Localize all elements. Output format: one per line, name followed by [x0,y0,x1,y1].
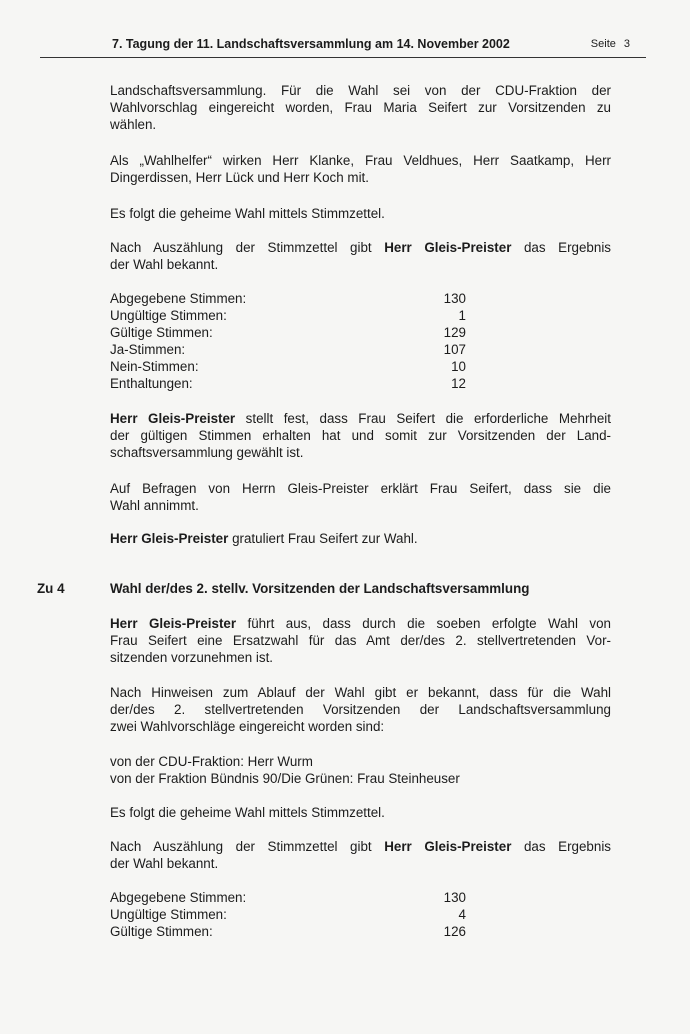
text-line: der Wahl bekannt. [110,856,219,871]
result-row [110,890,466,907]
paragraph-replacement-election [110,615,611,666]
page-label: Seite [590,38,616,50]
text-fragment: stellt fest, dass Frau Seifert die erforderliche Mehrheit [235,411,611,426]
text-line [110,615,611,632]
header-title: 7. Tagung der 11. Landschaftsversammlung am 14. November 2002 [112,37,510,51]
text-line: Wahl annimmt. [110,498,199,513]
paragraph-secret-ballot-2 [110,804,611,821]
text-line [110,239,611,256]
result-row [110,907,466,924]
proposal-gruene: von der Fraktion Bündnis 90/Die Grünen: Frau Steinheuser [110,771,460,786]
text-line [110,530,611,547]
page-number-value: 3 [623,38,630,50]
paragraph-acceptance [110,480,611,514]
text-fragment: das Ergebnis [511,240,611,255]
text-line: der Wahl bekannt. [110,257,219,272]
text-fragment: Nach Auszählung der Stimmzettel gibt [110,240,385,255]
result-row [110,291,466,308]
result-row [110,924,466,941]
text-line: Dingerdissen, Herr Lück und Herr Koch mit. [110,170,369,185]
result-value: 107 [443,342,466,357]
result-row [110,308,466,325]
speaker-name: Herr Gleis-Preister [110,411,236,426]
page-header [40,37,646,58]
section-title: Wahl der/des 2. stellv. Vorsitzenden der Landschaftsversammlung [110,581,530,596]
text-line: Landschaftsversammlung. Für die Wahl sei von der CDU-Fraktion der [110,83,611,98]
paragraph-election-proposal [110,82,611,133]
result-value: 130 [443,890,466,905]
text-line: Nach Hinweisen zum Ablauf der Wahl gibt er bekannt, dass für die Wahl [110,685,611,700]
text-line [110,410,611,427]
paragraph-nominations [110,684,611,735]
result-value: 130 [443,291,466,306]
text-line: Wahlvorschlag eingereicht worden, Frau Maria Seifert zur Vorsitzenden zu [110,100,611,115]
result-label: Abgegebene Stimmen: [110,890,247,905]
speaker-name: Herr Gleis-Preister [384,839,512,854]
text-fragment: Nach Auszählung der Stimmzettel gibt [110,839,385,854]
result-value: 10 [451,359,466,374]
speaker-name: Herr Gleis-Preister [110,531,229,546]
speaker-name: Herr Gleis-Preister [110,616,237,631]
result-row [110,342,466,359]
proposal-cdu: von der CDU-Fraktion: Herr Wurm [110,754,313,769]
result-label: Ungültige Stimmen: [110,308,227,323]
paragraph-result-announcement [110,239,611,273]
result-value: 4 [458,907,466,922]
result-label: Gültige Stimmen: [110,325,213,340]
text-line: schaftsversammlung gewählt ist. [110,445,304,460]
paragraph-election-helpers [110,152,611,186]
text-line: zwei Wahlvorschläge eingereicht worden sind: [110,719,385,734]
text-fragment: gratuliert Frau Seifert zur Wahl. [228,531,418,546]
section-number: Zu 4 [37,581,65,596]
result-value: 126 [443,924,466,939]
text-line: Als „Wahlhelfer“ wirken Herr Klanke, Frau Veldhues, Herr Saatkamp, Herr [110,153,611,168]
result-label: Ja-Stimmen: [110,342,186,357]
text-fragment: das Ergebnis [511,839,611,854]
result-value: 12 [451,376,466,391]
paragraph-majority-statement [110,410,611,461]
result-label: Ungültige Stimmen: [110,907,227,922]
text-fragment: führt aus, dass durch die soeben erfolgte Wahl von [236,616,611,631]
page-number [583,38,630,50]
speaker-name: Herr Gleis-Preister [384,240,512,255]
text-line: der/des 2. stellvertretenden Vorsitzenden der Landschaftsversammlung [110,702,611,717]
result-label: Enthaltungen: [110,376,193,391]
text-line: der gültigen Stimmen erhalten hat und somit zur Vorsitzenden der Land- [110,428,611,443]
result-value: 1 [458,308,466,323]
result-row [110,376,466,393]
text-line: Es folgt die geheime Wahl mittels Stimmzettel. [110,206,385,221]
result-label: Gültige Stimmen: [110,924,213,939]
result-label: Nein-Stimmen: [110,359,199,374]
result-row [110,325,466,342]
result-value: 129 [443,325,466,340]
paragraph-secret-ballot [110,205,611,222]
text-line [110,838,611,855]
result-label: Abgegebene Stimmen: [110,291,247,306]
text-line: Auf Befragen von Herrn Gleis-Preister erklärt Frau Seifert, dass sie die [110,481,611,496]
text-line: sitzenden vorzunehmen ist. [110,650,274,665]
text-line: Frau Seifert eine Ersatzwahl für das Amt der/des 2. stellvertretenden Vor- [110,633,611,648]
text-line: Es folgt die geheime Wahl mittels Stimmzettel. [110,805,385,820]
text-line: wählen. [110,117,157,132]
paragraph-result-announcement-2 [110,838,611,872]
paragraph-congratulation [110,530,611,547]
result-row [110,359,466,376]
